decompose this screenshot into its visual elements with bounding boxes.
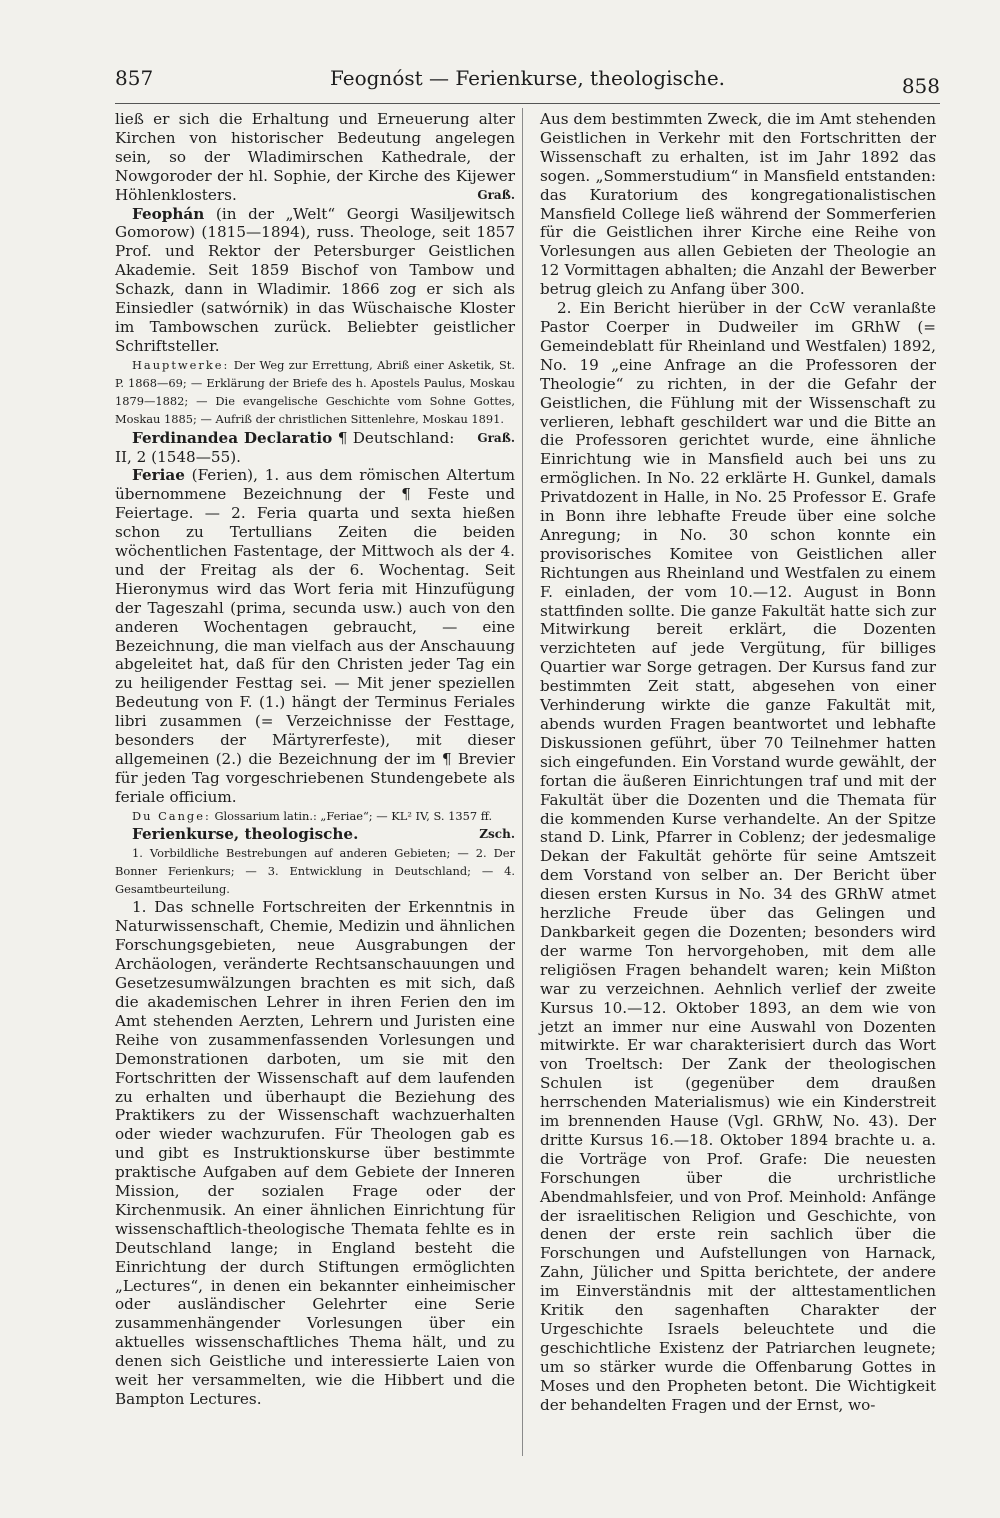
- entry-text: (in der „Welt“ Georgi Wasiljewitsch Gomorow) (1815—1894), russ. Theologe, seit 1857 Prof. und Rektor der Petersburger Geistlichen Akademie. Seit 1859 Bischof von Tambow und Schazk, dann in Wladimir. 1866 zog er sich als Einsiedler (satwórnik) in das Wüschaische Kloster im Tambowschen zurück. Beliebter geistlicher Schriftsteller.: [115, 204, 516, 355]
- paragraph-section-2: 2. Ein Bericht hierüber in der CcW veranlaßte Pastor Coerper in Dudweiler im GRhW (= Gemeindeblatt für Rheinland und Westfalen) 1892, No. 19 „eine Anfrage an die Professoren der Theologie“ zu richten, in der die Gefahr der Geistlichen, die Fühlung mit der Wissenschaft zu verlieren, lebhaft geschildert war und die Bitte an die Professoren gerichtet wurde, eine ähnliche Einrichtung wie in Mansfield auch bei uns zu ermöglichen. In No. 22 erklärte H. Gunkel, damals Privatdozent in Halle, in No. 25 Professor E. Grafe in Bonn ihre lebhafte Freude über eine solche Anregung; in No. 30 schon konnte ein provisorisches Komitee von Geistlichen aller Richtungen aus Rheinland und Westfalen zu einem F. einladen, der vom 10.—12. August in Bonn stattfinden sollte. Die ganze Fakultät hatte sich zur Mitwirkung bereit erklärt, die Dozenten verzichteten auf jede Vergütung, für billiges Quartier war Sorge getragen. Der Kursus fand zur bestimmten Zeit statt, abgesehen von einer Verhinderung wirkte die ganze Fakultät mit, abends wurden Fragen beantwortet und lebhafte Diskussionen geführt, über 70 Teilnehmer hatten sich eingefunden. Ein Vorstand wurde gewählt, der fortan die äußeren Einrichtungen traf und mit der Fakultät über die Dozenten und die Themata für die kommenden Kurse verhandelte. An der Spitze stand D. Link, Pfarrer in Coblenz; der jedesmalige Dekan der Fakultät gehörte für seine Amtszeit dem Vorstand von selber an. Der Bericht über diesen ersten Kursus in No. 34 des GRhW atmet herzliche Freude über das Gelingen und Dankbarkeit gegen die Dozenten; besonders wird der warme Ton hervorgehoben, mit dem alle religiösen Fragen behandelt waren; kein Mißton war zu verzeichnen. Aehnlich verlief der zweite Kursus 10.—12. Oktober 1893, an dem wie von jetzt an immer nur eine Auswahl von Dozenten mitwirkte. Er war charakterisiert durch das Wort von Troeltsch: Der Zank der theologischen Schulen ist (gegenüber dem draußen herrschenden Materialismus) wie ein Kinderstreit im brennenden Hause (Vgl. GRhW, No. 43). Der dritte Kursus 16.—18. Oktober 1894 brachte u. a. die Vorträge von Prof. Grafe: Die neuesten Forschungen über die urchristliche Abendmahlsfeier, und von Prof. Meinhold: Anfänge der israelitischen Religion und Geschichte, von denen der erste rein sachlich über die Forschungen und Aufstellungen von Harnack, Zahn, Jülicher und Spitta berichtete, der andere im Einverständnis mit der alttestamentlichen Kritik den sagenhaften Charakter der Urgeschichte Israels beleuchtete und die geschichtliche Existenz der Patriarchen leugnete; um so stärker wurde die Offenbarung Gottes in Moses und den Propheten betont. Die Wichtigkeit der behandelten Fragen und der Ernst, wo-: [540, 299, 936, 1414]
- bibliography-label: Hauptwerke:: [132, 357, 230, 372]
- right-column: [540, 110, 936, 1415]
- entry-lemma: Ferienkurse, theologische.: [132, 824, 359, 843]
- entry-feophan: [115, 205, 515, 356]
- author-signature: Zsch.: [479, 826, 515, 841]
- entry-lemma: Feophán: [132, 204, 205, 223]
- entry-ferienkurse-heading: [115, 825, 515, 844]
- running-header: [115, 60, 940, 96]
- entry-lemma: Ferdinandea Declaratio: [132, 428, 333, 447]
- entry-toc: 1. Vorbildliche Bestrebungen auf anderen Gebieten; — 2. Der Bonner Ferienkurs; — 3. Entwicklung in Deutschland; — 4. Gesamtbeurteilung.: [115, 845, 515, 897]
- author-signature: Graß.: [477, 430, 515, 445]
- entry-feriae: [115, 466, 515, 806]
- entry-ferienkurse-section-1: 1. Das schnelle Fortschreiten der Erkenntnis in Naturwissenschaft, Chemie, Medizin und ähnlichen Forschungsgebieten, neue Ausgrabungen der Archäologen, veränderte Rechtsanschauungen und Gesetzesumwälzungen brachten es mit sich, daß die akademischen Lehrer in ihren Ferien den im Amt stehenden Aerzten, Lehrern und Juristen eine Reihe von zusammenfassenden Vorlesungen und Demonstrationen darboten, um sie mit den Fortschritten der Wissenschaft auf dem laufenden zu erhalten und überhaupt die Beziehung des Praktikers zu der Wissenschaft wachzuerhalten oder wieder wachzurufen. Für Theologen gab es und gibt es Instruktionskurse über bestimmte praktische Aufgaben auf dem Gebiete der Inneren Mission, der sozialen Frage oder der Kirchenmusik. An einer ähnlichen Einrichtung für wissenschaftlich-theologische Themata fehlte es in Deutschland lange; in England besteht die Einrichtung der durch Stiftungen ermöglichten „Lectures“, in denen ein bekannter einheimischer oder ausländischer Gelehrter eine Serie zusammenhängender Vorlesungen über ein aktuelles wissenschaftliches Thema hält, und zu denen sich Geistliche und interessierte Laien von weit her versammelten, wie die Hibbert und die Bampton Lectures.: [115, 898, 515, 1408]
- entry-lemma: Feriae: [132, 466, 185, 485]
- continuation-text: ließ er sich die Erhaltung und Erneuerung alter Kirchen von historischer Bedeutung angelegen sein, so der Wladimirschen Kathedrale, der Nowgoroder der hl. Sophie, der Kirche des Kijewer Höhlenklosters.: [115, 110, 515, 204]
- entry-text: ¶ Deutschland: II, 2 (1548—55).: [115, 428, 455, 466]
- bibliography-text: Der Weg zur Errettung, Abriß einer Asketik, St. P. 1868—69; — Erklärung der Briefe des h. Apostels Paulus, Moskau 1879—1882; — Die evangelische Geschichte vom Sohne Gottes, Moskau 1885; — Aufriß der christlichen Sittenlehre, Moskau 1891.: [115, 357, 515, 427]
- bibliography-author: Du Cange:: [132, 808, 211, 823]
- header-rule: [115, 103, 940, 104]
- bibliography-text: Glossarium latin.: „Feriae“; — KL² IV, S. 1357 ff.: [214, 808, 493, 823]
- running-title: Feognóst — Ferienkurse, theologische.: [329, 66, 726, 90]
- column-divider: [522, 108, 523, 1456]
- entry-ferdinandea: [115, 429, 515, 467]
- entry-text: (Ferien), 1. aus dem römischen Altertum übernommene Bezeichnung der ¶ Feste und Feiertage. — 2. Feria quarta und sexta hießen schon zu Tertullians Zeiten die beiden wöchentlichen Fastentage, der Mittwoch als der 4. und der Freitag als der 6. Wochentag. Seit Hieronymus wird das Wort feria mit Hinzufügung der Tageszahl (prima, secunda usw.) auch von den anderen Wochentagen gebraucht, — eine Bezeichnung, die man vielfach aus der Anschauung abgeleitet hat, daß für den Christen jeder Tag ein zu heiligender Festtag sei. — Mit jener speziellen Bedeutung von F. (1.) hängt der Terminus Feriales libri zusammen (= Verzeichnisse der Festtage, besonders der Märtyrerfeste), mit dieser allgemeinen (2.) die Bezeichnung der im ¶ Brevier für jeden Tag vorgeschriebenen Stundengebete als feriale officium.: [115, 466, 516, 806]
- page-number-right: 858: [901, 74, 940, 98]
- page-number-left: 857: [115, 66, 154, 90]
- author-signature: Graß.: [477, 187, 515, 202]
- paragraph-continuation: Aus dem bestimmten Zweck, die im Amt stehenden Geistlichen in Verkehr mit den Fortschritten der Wissenschaft zu erhalten, ist im Jahr 1892 das sogen. „Sommerstudium“ in Mansfield entstanden: das Kuratorium des kongregationalistischen Mansfield College ließ während der Sommerferien für die Geistlichen ihrer Kirche eine Reihe von Vorlesungen aus allen Gebieten der Theologie an 12 Vormittagen abhalten; die Anzahl der Bewerber betrug gleich zu Anfang über 300.: [540, 110, 936, 299]
- left-column: [115, 110, 515, 1409]
- entry-continuation: [115, 110, 515, 205]
